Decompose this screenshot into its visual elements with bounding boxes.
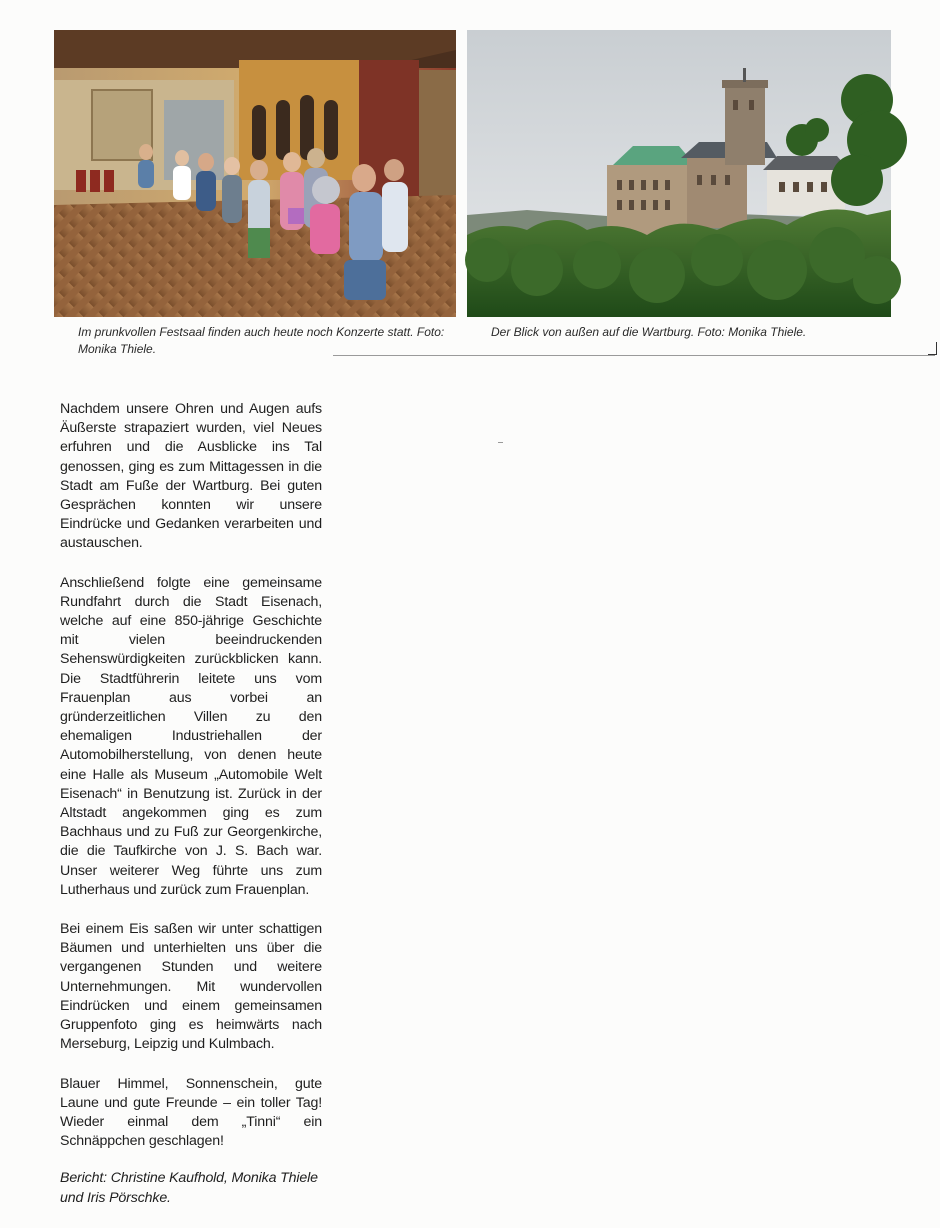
wartburg-caption: Der Blick von außen auf die Wartburg. Foto: Monika Thiele. <box>491 325 807 339</box>
article-paragraph-4: Blauer Himmel, Sonnenschein, gute Laune und gute Freunde – ein toller Tag! Wieder einmal dem „Tinni“ ein Schnäppchen geschlagen! <box>60 1075 322 1150</box>
festsaal-caption: Im prunkvollen Festsaal finden auch heute noch Konzerte statt. Foto: Monika Thiele. <box>78 325 445 356</box>
crop-mark <box>928 342 937 355</box>
article-credit: Bericht: Christine Kaufhold, Monika Thiele und Iris Pörschke. <box>60 1170 318 1206</box>
festsaal-illustration <box>54 30 456 317</box>
festsaal-photo <box>54 30 456 317</box>
article-paragraph-3: Bei einem Eis saßen wir unter schattigen Bäumen und unterhielten uns über die vergangenen Stunden und weitere Unternehmungen. Mit wundervollen Eindrücken und einem gemeinsamen Gruppenfoto ging es heimwärts nach Merseburg, Leipzig und Kulmbach. <box>60 921 322 1053</box>
article-body <box>60 400 322 1228</box>
article-paragraph-2: Anschließend folgte eine gemeinsame Rundfahrt durch die Stadt Eisenach, welche auf eine 850-jährige Geschichte mit vielen beeindruckenden Sehenswürdigkeiten zurückblicken kann. Die Stadtführerin leitete uns vom Frauenplan aus vorbei an gründerzeitlichen Villen zu den ehemaligen Industriehallen der Automobilherstellung, von denen heute eine Halle als Museum „Automobile Welt Eisenach“ in Benutzung ist. Zurück in der Altstadt angekommen ging es zum Bachhaus und zu Fuß zur Georgenkirche, die die Taufkirche von J. S. Bach war. Unser weiterer Weg führte uns zum Lutherhaus und zurück zum Frauenplan. <box>60 574 322 898</box>
wartburg-photo <box>467 30 891 317</box>
scan-mark <box>498 442 503 443</box>
article-paragraph-1: Nachdem unsere Ohren und Augen aufs Äußerste strapaziert wurden, viel Neues erfuhren und die Ausblicke ins Tal genossen, ging es zum Mittagessen in die Stadt am Fuße der Wartburg. Bei guten Gesprächen konnten wir unsere Eindrücke und Gedanken verarbeiten und austauschen. <box>60 401 322 552</box>
caption-divider <box>333 355 935 356</box>
wartburg-illustration <box>467 30 891 317</box>
